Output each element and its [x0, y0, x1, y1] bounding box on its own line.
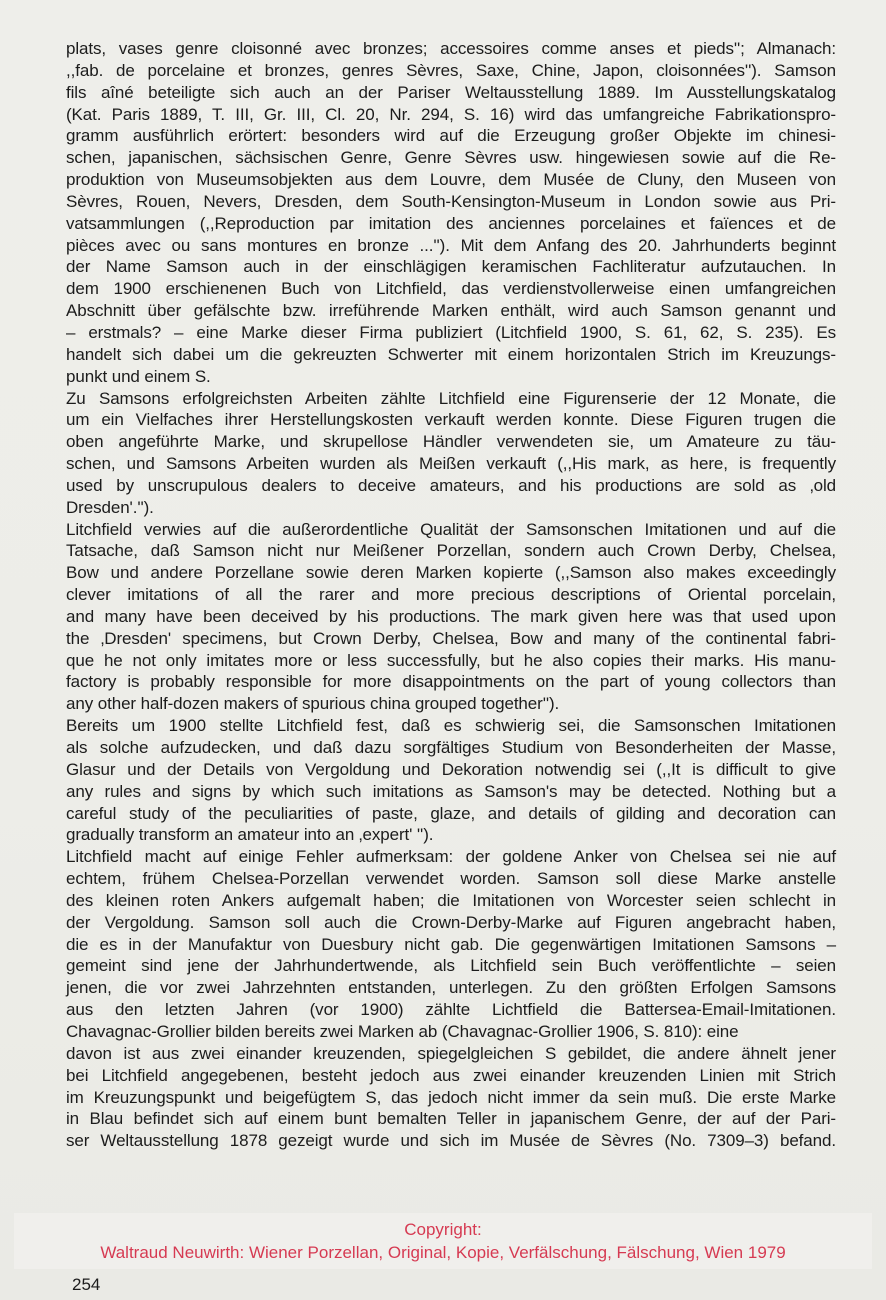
text-line: and many have been deceived by his productions. The mark given here was that used upon [66, 606, 836, 626]
text-line: des kleinen roten Ankers aufgemalt haben; die Imitationen von Worcester seien schlecht in [66, 890, 836, 910]
text-line: – erstmals? – eine Marke dieser Firma publiziert (Litchfield 1900, S. 61, 62, S. 235). Es [66, 322, 836, 342]
page-number: 254 [72, 1275, 101, 1294]
text-line: gemeint sind jene der Jahrhundertwende, als Litchfield sein Buch veröffentlichte – seien [66, 956, 836, 976]
text-line: in Blau befindet sich auf einem bunt bemalten Teller in japanischem Genre, der auf der Pari- [66, 1109, 836, 1129]
text-line: die es in der Manufaktur von Duesbury nicht gab. Die gegenwärtigen Imitationen Samsons – [66, 934, 836, 954]
text-line: Sèvres, Rouen, Nevers, Dresden, dem South-Kensington-Museum in London sowie aus Pri- [66, 191, 836, 211]
text-line: produktion von Museumsobjekten aus dem Louvre, dem Musée de Cluny, den Museen von [66, 170, 836, 190]
text-line: als solche aufzudecken, und daß dazu sorgfältiges Studium von Besonderheiten der Masse, [66, 738, 836, 757]
text-line: ,,fab. de porcelaine et bronzes, genres Sèvres, Saxe, Chine, Japon, cloisonnées''). Samson [66, 60, 836, 80]
text-line: echtem, frühem Chelsea-Porzellan verwendet worden. Samson soll diese Marke anstelle [66, 869, 836, 889]
text-line: Glasur und der Details von Vergoldung und Dekoration notwendig sei (,,It is difficult to give [66, 759, 836, 779]
text-line: punkt und einem S. [66, 366, 211, 386]
text-line: fils aîné beteiligte sich auch an der Pariser Weltausstellung 1889. Im Ausstellungskatalog [66, 82, 836, 102]
text-line: Litchfield macht auf einige Fehler aufmerksam: der goldene Anker von Chelsea sei nie auf [66, 847, 836, 867]
text-line: factory is probably responsible for more disappointments on the part of young collectors than [66, 672, 836, 692]
text-line: pièces avec ou sans montures en bronze ...''). Mit dem Anfang des 20. Jahrhunderts beginnt [66, 235, 836, 255]
text-line: der Vergoldung. Samson soll auch die Crown-Derby-Marke auf Figuren angebracht haben, [66, 912, 836, 932]
text-line: oben angeführte Marke, und skrupellose Händler verwendeten sie, um Amateure zu täu- [66, 432, 836, 452]
text-line: any rules and signs by which such imitations as Samson's may be detected. Nothing but a [66, 781, 836, 801]
text-line: Bow und andere Porzellane sowie deren Marken kopierte (,,Samson also makes exceedingly [66, 563, 836, 583]
text-line: Litchfield verwies auf die außerordentliche Qualität der Samsonschen Imitationen und auf die [66, 519, 836, 539]
text-line: aus den letzten Jahren (vor 1900) zählte Lichtfield die Battersea-Email-Imitationen. [66, 1000, 836, 1020]
body-text [66, 38, 836, 1152]
text-line: der Name Samson auch in der einschlägigen keramischen Fachliteratur aufzutauchen. In [66, 257, 836, 277]
text-line: schen, und Samsons Arbeiten wurden als Meißen verkauft (,,His mark, as here, is frequently [66, 454, 836, 474]
text-line: davon ist aus zwei einander kreuzenden, spiegelgleichen S gebildet, die andere ähnelt jener [66, 1043, 836, 1063]
text-line: (Kat. Paris 1889, T. III, Gr. III, Cl. 20, Nr. 294, S. 16) wird das umfangreiche Fabrikationspro- [66, 104, 836, 124]
text-line: jenen, die vor zwei Jahrzehnten entstanden, unterlegen. Zu den größten Erfolgen Samsons [66, 978, 836, 998]
copyright-title: Copyright: [404, 1220, 482, 1239]
text-line: Bereits um 1900 stellte Litchfield fest, daß es schwierig sei, die Samsonschen Imitationen [66, 716, 836, 736]
text-line: any other half-dozen makers of spurious china grouped together''). [66, 694, 560, 714]
text-line: que he not only imitates more or less successfully, but he also copies their marks. His manu- [66, 650, 836, 670]
text-line: gramm ausführlich erörtert: besonders wird auf die Erzeugung großer Objekte im chinesi- [66, 126, 836, 146]
text-line: Zu Samsons erfolgreichsten Arbeiten zählte Litchfield eine Figurenserie der 12 Monate, die [66, 388, 836, 408]
text-line: Tatsache, daß Samson nicht nur Meißener Porzellan, sondern auch Crown Derby, Chelsea, [66, 541, 836, 561]
text-line: dem 1900 erschienenen Buch von Litchfield, das verdienstvollerweise einen umfangreichen [66, 279, 836, 299]
text-line: clever imitations of all the rarer and more precious descriptions of Oriental porcelain, [66, 585, 836, 605]
text-line: im Kreuzungspunkt und beigefügtem S, das jedoch nicht immer da sein muß. Die erste Marke [66, 1087, 836, 1107]
text-line: ser Weltausstellung 1878 gezeigt wurde und sich im Musée de Sèvres (No. 7309–3) befand. [66, 1131, 836, 1151]
text-line: schen, japanischen, sächsischen Genre, Genre Sèvres usw. hingewiesen sowie auf die Re- [66, 148, 836, 168]
text-line: vatsammlungen (,,Reproduction par imitation des anciennes porcelaines et faïences et de [66, 213, 836, 233]
text-line: the ‚Dresden' specimens, but Crown Derby, Chelsea, Bow and many of the continental fabri- [66, 628, 836, 648]
text-line: um ein Vielfaches ihrer Herstellungskosten verkauft werden konnte. Diese Figuren trugen die [66, 410, 836, 430]
text-line: Dresden'.''). [66, 497, 154, 517]
text-line: used by unscrupulous dealers to deceive amateurs, and his productions are sold as ‚old [66, 475, 836, 495]
text-line: Abschnitt über gefälschte bzw. irreführende Marken enthält, wird auch Samson genannt und [66, 301, 836, 321]
copyright-citation: Waltraud Neuwirth: Wiener Porzellan, Original, Kopie, Verfälschung, Fälschung, Wien 1979 [100, 1243, 786, 1262]
text-line: Chavagnac-Grollier bilden bereits zwei Marken ab (Chavagnac-Grollier 1906, S. 810): eine [66, 1021, 739, 1041]
text-line: careful study of the peculiarities of paste, glaze, and details of gilding and decoration can [66, 803, 836, 823]
text-line: plats, vases genre cloisonné avec bronzes; accessoires comme anses et pieds''; Almanach: [66, 39, 836, 58]
text-line: handelt sich dabei um die gekreuzten Schwerter mit einem horizontalen Strich im Kreuzungs- [66, 344, 836, 364]
text-line: gradually transform an amateur into an ‚expert' ''). [66, 825, 434, 845]
text-line: bei Litchfield angegebenen, besteht jedoch aus zwei einander kreuzenden Linien mit Strich [66, 1065, 836, 1085]
